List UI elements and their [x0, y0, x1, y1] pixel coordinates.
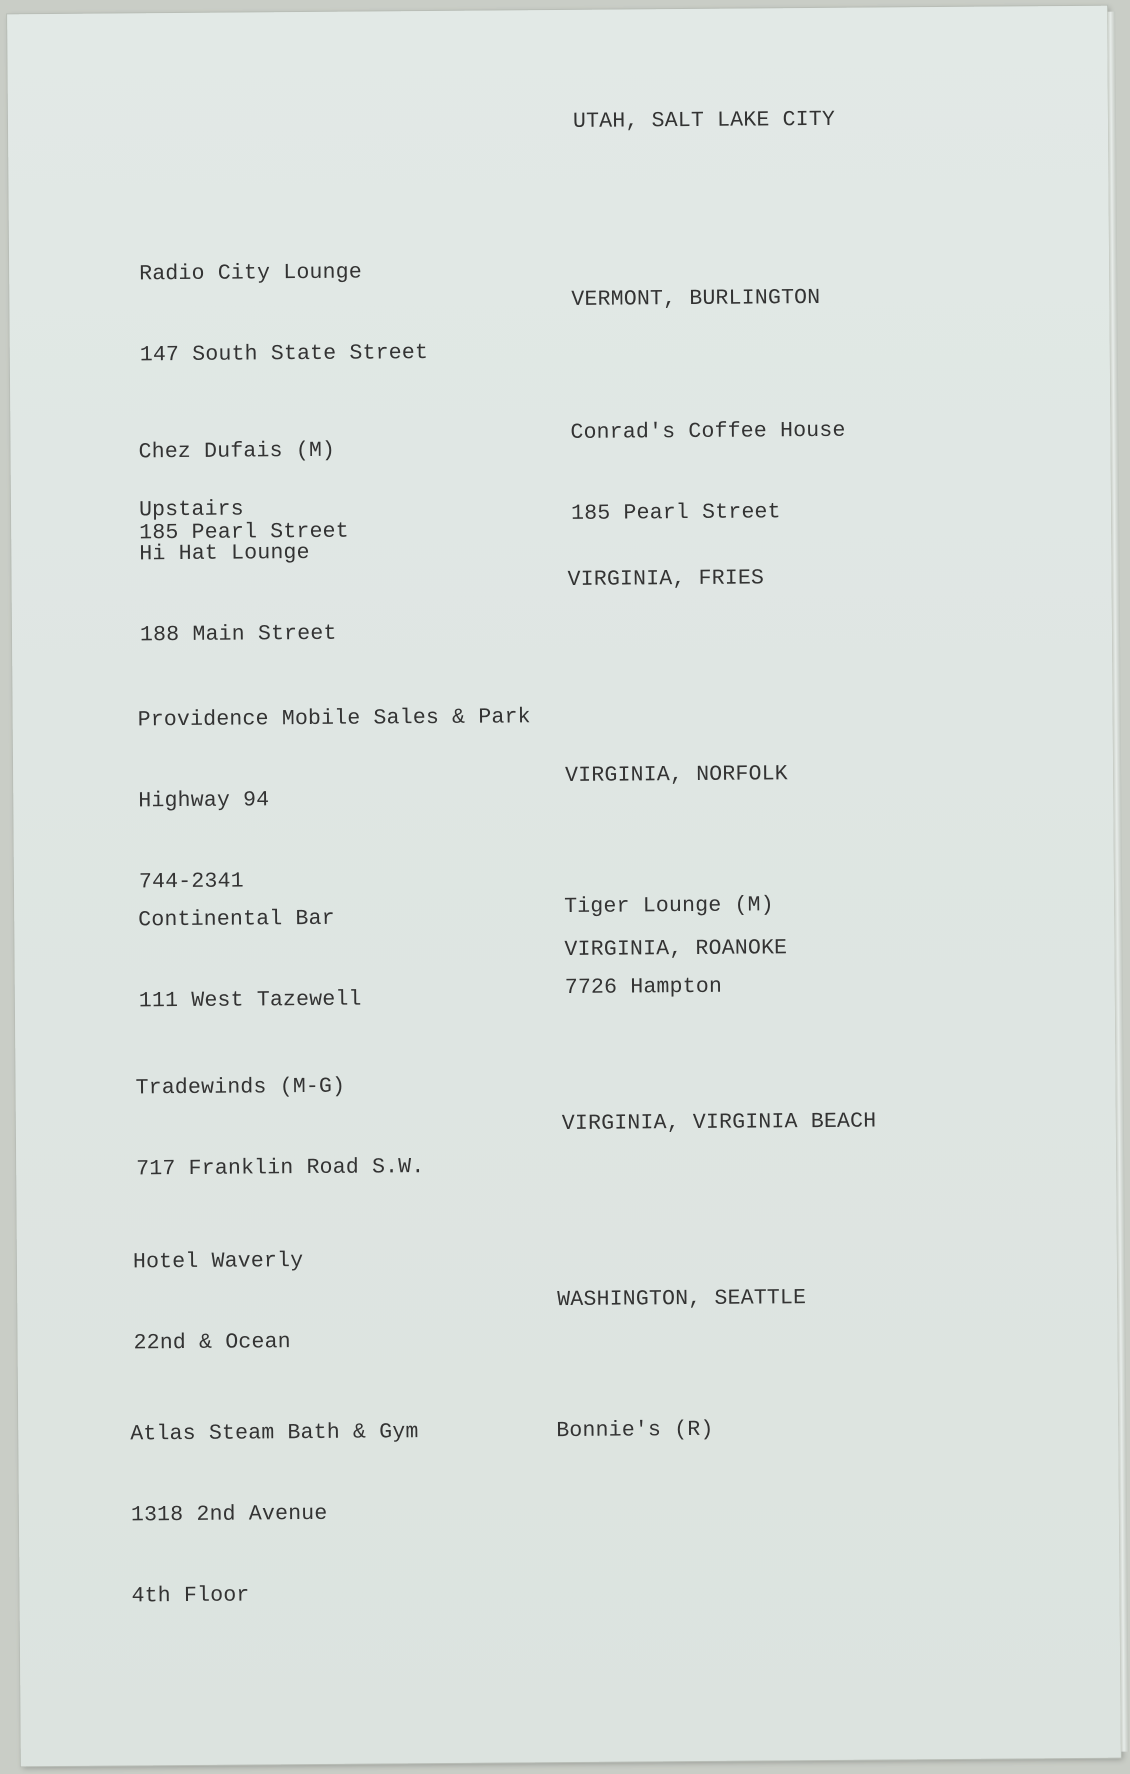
- listing-address: 22nd & Ocean: [133, 1330, 291, 1356]
- directory-page: [7, 6, 1121, 1767]
- listing-name: Continental Bar: [138, 906, 335, 933]
- heading-virginia-norfolk: VIRGINIA, NORFOLK: [565, 762, 788, 788]
- listing-name: Hi Hat Lounge: [139, 540, 310, 567]
- heading-virginia-fries: VIRGINIA, FRIES: [567, 566, 765, 592]
- listing-name: Radio City Lounge: [139, 260, 363, 287]
- listing-name: Hotel Waverly: [132, 1249, 304, 1275]
- listing-name: Bonnie's (R): [556, 1417, 714, 1444]
- listing-address-detail: 4th Floor: [131, 1583, 250, 1609]
- listing-name: Chez Dufais (M): [138, 438, 336, 465]
- heading-virginia-virginia-beach: VIRGINIA, VIRGINIA BEACH: [561, 1109, 877, 1137]
- listing-address: 185 Pearl Street: [570, 500, 781, 526]
- listing-address: 1318 2nd Avenue: [130, 1501, 328, 1528]
- listing-address: 147 South State Street: [139, 341, 429, 368]
- listing-name: Tiger Lounge (M): [564, 893, 774, 919]
- listing-name: Conrad's Coffee House: [570, 418, 846, 445]
- listing-name: Upstairs: [138, 497, 244, 523]
- listing-name: Providence Mobile Sales & Park: [137, 705, 531, 733]
- listing-address: 111 West Tazewell: [138, 987, 362, 1014]
- heading-washington-seattle: WASHINGTON, SEATTLE: [557, 1286, 807, 1313]
- listing-atlas-steam-bath: [130, 1365, 421, 1664]
- listing-address: 7726 Hampton: [564, 974, 723, 1000]
- heading-virginia-roanoke: VIRGINIA, ROANOKE: [564, 936, 788, 962]
- listing-address: 188 Main Street: [139, 621, 337, 648]
- listing-conrads-coffee-house: [570, 364, 847, 582]
- heading-vermont-burlington: VERMONT, BURLINGTON: [571, 285, 821, 312]
- listing-name: Tradewinds (M-G): [135, 1074, 346, 1101]
- listing-bonnies: [556, 1363, 714, 1499]
- listing-phone: 744-2341: [138, 869, 244, 895]
- listing-address: Highway 94: [138, 788, 270, 814]
- heading-utah-salt-lake-city: UTAH, SALT LAKE CITY: [572, 107, 836, 134]
- listing-name: Atlas Steam Bath & Gym: [130, 1420, 419, 1447]
- listing-address: 717 Franklin Road S.W.: [136, 1155, 425, 1182]
- listing-address: 185 Pearl Street: [139, 519, 349, 546]
